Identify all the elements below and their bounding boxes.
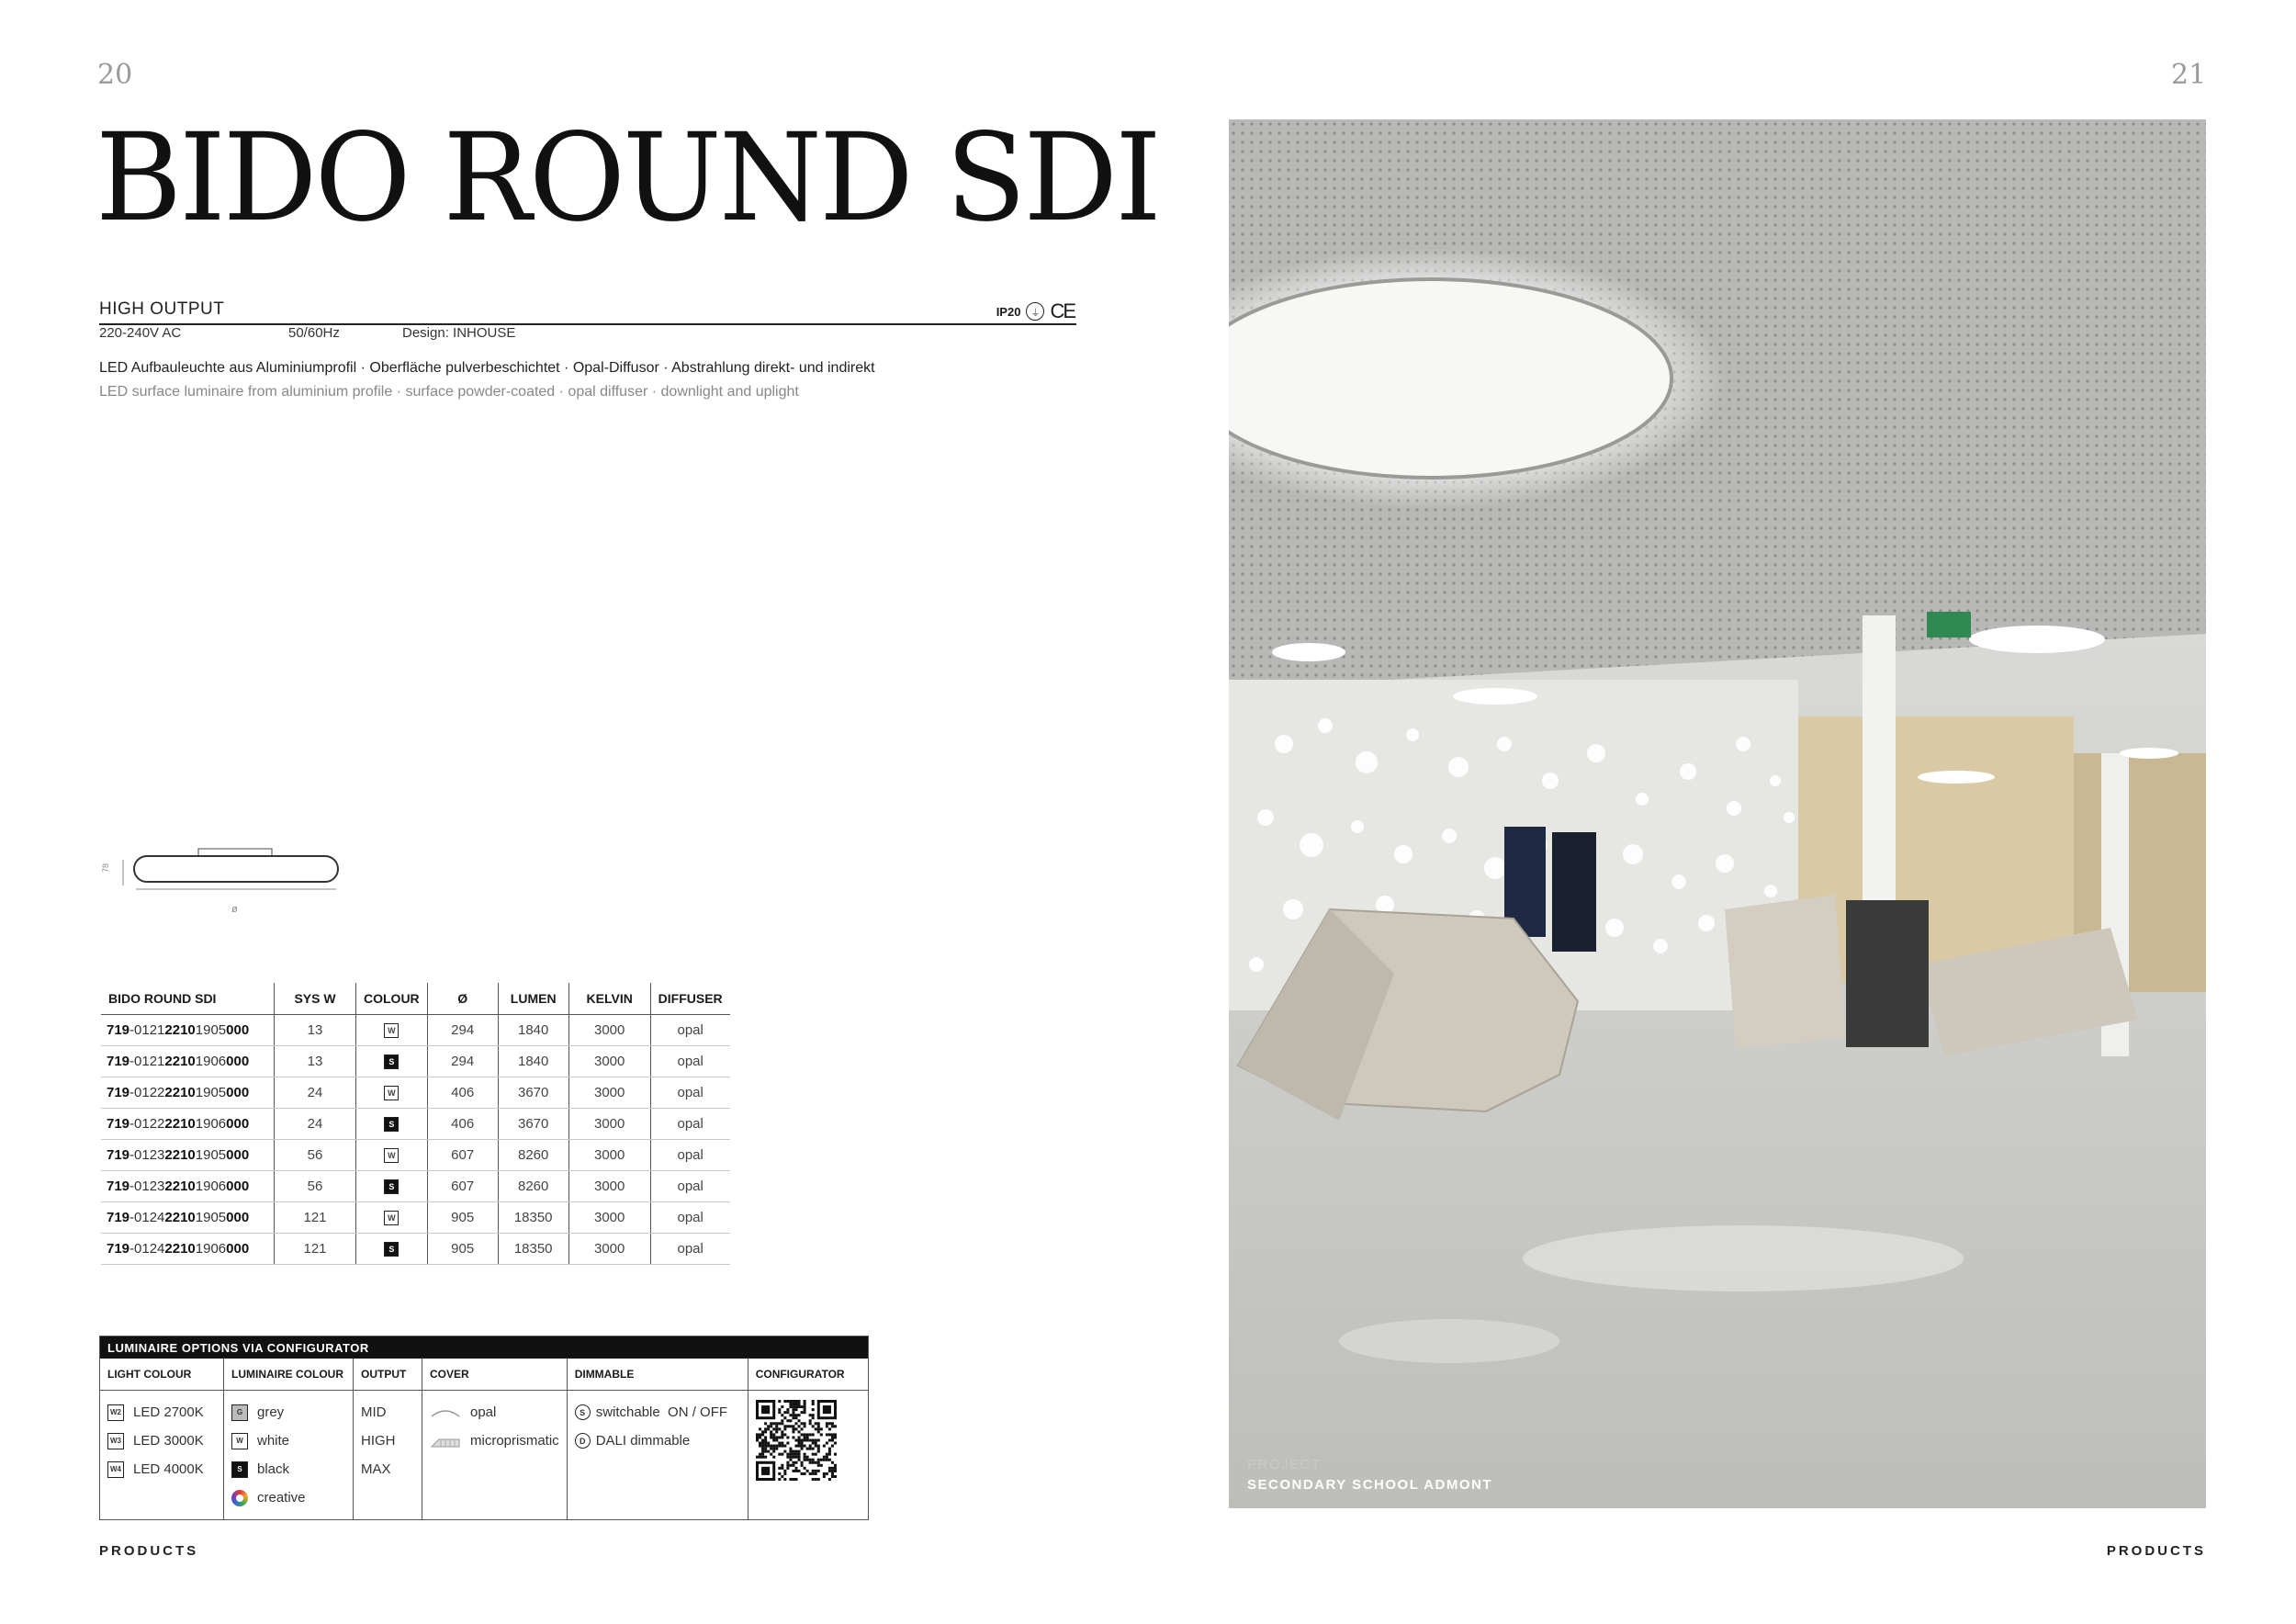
project-label: PROJECT <box>1247 1457 1322 1472</box>
footer-left: PRODUCTS <box>99 1543 199 1559</box>
diameter-value: 905 <box>427 1202 498 1234</box>
opt-cover-cell <box>422 1391 568 1520</box>
spec-voltage: 220-240V AC <box>99 325 182 341</box>
diameter-value: 294 <box>427 1015 498 1046</box>
sys-w-value: 24 <box>275 1077 356 1109</box>
protective-earth-icon: ⏚ <box>1026 302 1044 321</box>
product-subheader <box>99 299 1076 325</box>
sys-w-value: 121 <box>275 1202 356 1234</box>
diameter-value: 905 <box>427 1234 498 1265</box>
kelvin-value: 3000 <box>568 1077 650 1109</box>
output-option: MAX <box>361 1461 391 1477</box>
project-photo <box>1229 119 2206 1508</box>
col-header-diameter: Ø <box>427 983 498 1015</box>
kelvin-value: 3000 <box>568 1015 650 1046</box>
ip-rating: IP20 <box>996 304 1021 319</box>
lumen-value: 8260 <box>498 1171 568 1202</box>
lumen-value: 1840 <box>498 1015 568 1046</box>
sys-w-value: 121 <box>275 1234 356 1265</box>
diameter-value: 406 <box>427 1077 498 1109</box>
opt-col-configurator: CONFIGURATOR <box>748 1359 868 1391</box>
light-colour-label: LED 3000K <box>133 1433 204 1449</box>
col-header-diffuser: DIFFUSER <box>650 983 730 1015</box>
col-header-colour: COLOUR <box>356 983 428 1015</box>
colour-badge: S <box>384 1117 399 1132</box>
table-row <box>101 1140 730 1171</box>
opal-cover-icon <box>430 1405 461 1420</box>
article-number: 719-012322101906000 <box>101 1171 275 1202</box>
article-number: 719-012122101906000 <box>101 1046 275 1077</box>
colour-badge: W <box>384 1148 399 1163</box>
diffuser-value: opal <box>650 1202 730 1234</box>
table-row <box>101 1015 730 1046</box>
article-number: 719-012122101905000 <box>101 1015 275 1046</box>
colour-value <box>356 1140 428 1171</box>
light-colour-label: LED 4000K <box>133 1461 204 1477</box>
kelvin-value: 3000 <box>568 1234 650 1265</box>
cover-label: microprismatic <box>470 1433 559 1449</box>
opt-output-cell <box>354 1391 422 1520</box>
code-badge: W2 <box>107 1404 124 1421</box>
microprismatic-cover-icon <box>430 1434 461 1449</box>
table-row <box>101 1046 730 1077</box>
diffuser-value: opal <box>650 1109 730 1140</box>
diameter-value: 294 <box>427 1046 498 1077</box>
project-name: SECONDARY SCHOOL ADMONT <box>1247 1477 1493 1493</box>
diameter-value: 607 <box>427 1140 498 1171</box>
sys-w-value: 13 <box>275 1015 356 1046</box>
luminaire-colour-label: black <box>257 1461 290 1477</box>
drawing-height-label: 78 <box>101 863 111 874</box>
colour-badge: S <box>384 1054 399 1069</box>
diameter-value: 607 <box>427 1171 498 1202</box>
lumen-value: 3670 <box>498 1077 568 1109</box>
luminaire-colour-label: white <box>257 1433 290 1449</box>
table-row <box>101 1234 730 1265</box>
opt-col-luminaire-colour: LUMINAIRE COLOUR <box>224 1359 354 1391</box>
diffuser-value: opal <box>650 1171 730 1202</box>
lumen-value: 8260 <box>498 1140 568 1171</box>
creative-colour-icon <box>231 1490 248 1506</box>
sys-w-value: 24 <box>275 1109 356 1140</box>
colour-badge: S <box>384 1242 399 1257</box>
colour-value <box>356 1077 428 1109</box>
kelvin-value: 3000 <box>568 1109 650 1140</box>
output-option: HIGH <box>361 1433 396 1449</box>
lumen-value: 3670 <box>498 1109 568 1140</box>
opt-col-output: OUTPUT <box>354 1359 422 1391</box>
switchable-icon: S <box>575 1404 591 1420</box>
opt-light-colour-cell <box>100 1391 224 1520</box>
colour-badge: S <box>384 1179 399 1194</box>
colour-value <box>356 1109 428 1140</box>
lumen-value: 18350 <box>498 1202 568 1234</box>
code-badge: S <box>231 1461 248 1478</box>
code-badge: W <box>231 1433 248 1449</box>
colour-badge: W <box>384 1211 399 1225</box>
article-number: 719-012422101905000 <box>101 1202 275 1234</box>
sys-w-value: 56 <box>275 1140 356 1171</box>
article-number: 719-012322101905000 <box>101 1140 275 1171</box>
product-table <box>101 983 730 1265</box>
opt-dimmable-cell <box>567 1391 748 1520</box>
output-option: MID <box>361 1404 387 1420</box>
dimmable-label: DALI dimmable <box>595 1433 691 1449</box>
diffuser-value: opal <box>650 1046 730 1077</box>
description-german: LED Aufbauleuchte aus Aluminiumprofil · Oberfläche pulverbeschichtet · Opal-Diffusor · Abstrahlung direkt- und indirekt <box>99 360 875 376</box>
colour-value <box>356 1202 428 1234</box>
sys-w-value: 13 <box>275 1046 356 1077</box>
article-number: 719-012222101906000 <box>101 1109 275 1140</box>
diameter-value: 406 <box>427 1109 498 1140</box>
diffuser-value: opal <box>650 1140 730 1171</box>
certifications <box>996 299 1075 323</box>
kelvin-value: 3000 <box>568 1046 650 1077</box>
col-header-sys-w: SYS W <box>275 983 356 1015</box>
article-number: 719-012422101906000 <box>101 1234 275 1265</box>
col-header-kelvin: KELVIN <box>568 983 650 1015</box>
colour-badge: W <box>384 1086 399 1100</box>
ce-mark-icon: CE <box>1050 299 1075 322</box>
diffuser-value: opal <box>650 1077 730 1109</box>
colour-badge: W <box>384 1023 399 1038</box>
page-number-right: 21 <box>2171 59 2207 91</box>
opt-luminaire-colour-cell <box>224 1391 354 1520</box>
configurator-qr-code-icon[interactable] <box>756 1400 837 1481</box>
footer-right: PRODUCTS <box>2106 1543 2206 1559</box>
col-header-lumen: LUMEN <box>498 983 568 1015</box>
page-number-left: 20 <box>97 59 133 91</box>
dimmable-label: switchable ON / OFF <box>595 1404 728 1420</box>
kelvin-value: 3000 <box>568 1171 650 1202</box>
opt-col-cover: COVER <box>422 1359 568 1391</box>
colour-value <box>356 1171 428 1202</box>
spec-frequency: 50/60Hz <box>288 325 340 341</box>
drawing-diameter-label: ø <box>231 904 238 915</box>
kelvin-value: 3000 <box>568 1140 650 1171</box>
table-row <box>101 1077 730 1109</box>
cover-label: opal <box>470 1404 497 1420</box>
luminaire-colour-label: creative <box>257 1490 306 1506</box>
light-colour-label: LED 2700K <box>133 1404 204 1420</box>
table-row <box>101 1171 730 1202</box>
opt-col-light-colour: LIGHT COLOUR <box>100 1359 224 1391</box>
options-header: LUMINAIRE OPTIONS VIA CONFIGURATOR <box>100 1336 869 1359</box>
opt-col-dimmable: DIMMABLE <box>567 1359 748 1391</box>
opt-configurator-cell <box>748 1391 868 1520</box>
technical-drawing <box>99 841 356 924</box>
kelvin-value: 3000 <box>568 1202 650 1234</box>
article-number: 719-012222101905000 <box>101 1077 275 1109</box>
spec-design: Design: INHOUSE <box>402 325 516 341</box>
colour-value <box>356 1046 428 1077</box>
colour-value <box>356 1234 428 1265</box>
sys-w-value: 56 <box>275 1171 356 1202</box>
table-row <box>101 1109 730 1140</box>
code-badge: W3 <box>107 1433 124 1449</box>
lumen-value: 18350 <box>498 1234 568 1265</box>
product-subtitle: HIGH OUTPUT <box>99 299 225 319</box>
code-badge: W4 <box>107 1461 124 1478</box>
colour-value <box>356 1015 428 1046</box>
diffuser-value: opal <box>650 1234 730 1265</box>
dali-icon: D <box>575 1433 591 1449</box>
diffuser-value: opal <box>650 1015 730 1046</box>
description-english: LED surface luminaire from aluminium profile · surface powder-coated · opal diffuser · downlight and uplight <box>99 384 799 400</box>
product-table-header <box>101 983 730 1015</box>
lumen-value: 1840 <box>498 1046 568 1077</box>
table-row <box>101 1202 730 1234</box>
code-badge: G <box>231 1404 248 1421</box>
options-table <box>99 1336 869 1520</box>
luminaire-colour-label: grey <box>257 1404 285 1420</box>
product-title: BIDO ROUND SDI <box>96 107 1159 249</box>
col-header-model: BIDO ROUND SDI <box>101 983 275 1015</box>
